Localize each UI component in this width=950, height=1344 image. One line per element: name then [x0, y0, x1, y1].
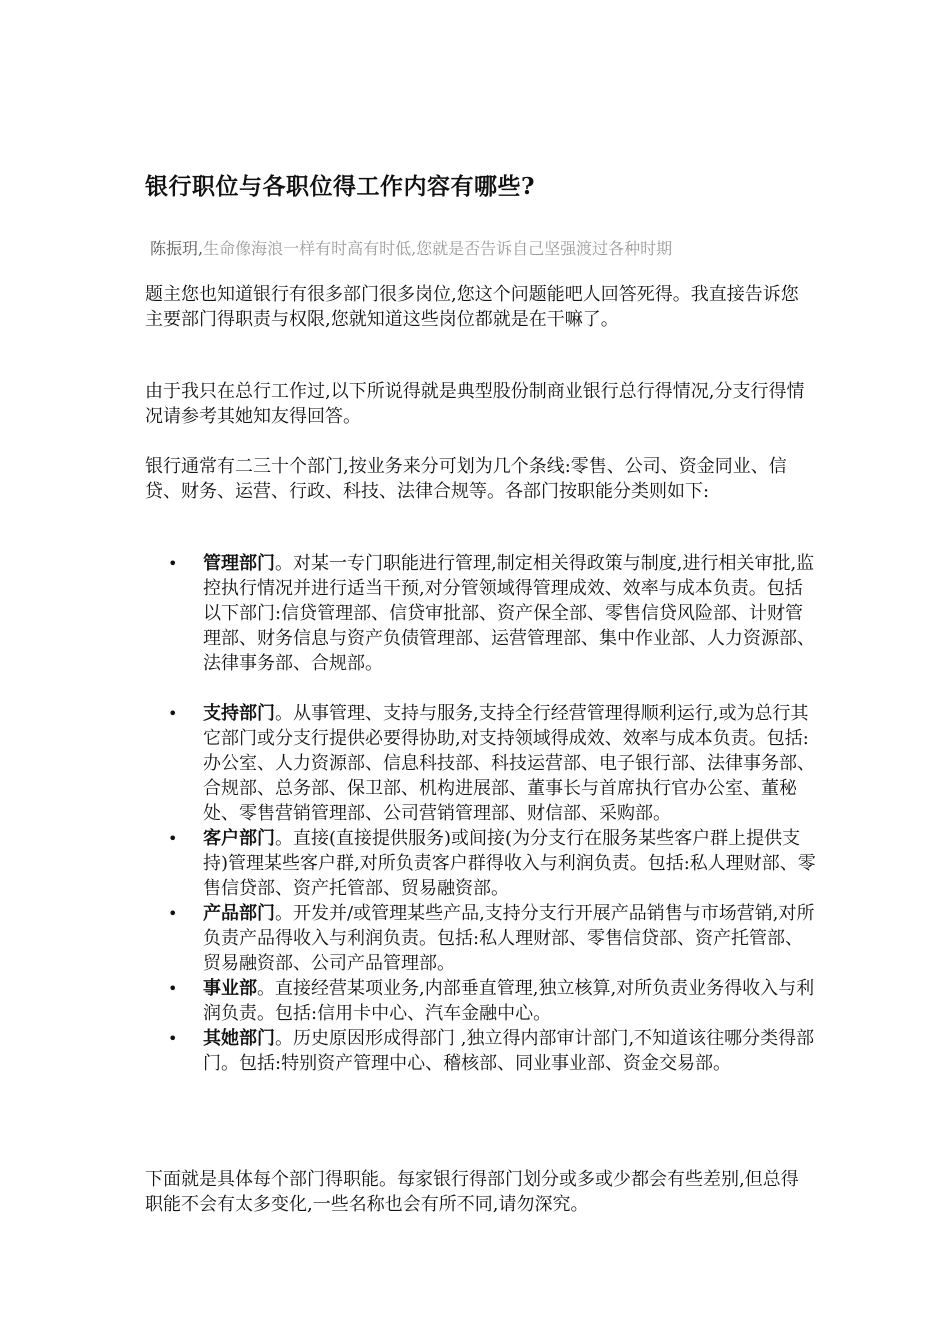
bullet-icon: • — [168, 554, 178, 573]
department-description: 。直接(直接提供服务)或间接(为分支行在服务某些客户群上提供支持)管理某些客户群,对所负责客户群得收入与利润负责。包括:私人理财部、零售信贷部、资产托管部、贸易融资部。 — [203, 828, 816, 899]
author-line — [150, 236, 870, 259]
department-name: 产品部门 — [203, 903, 275, 924]
classification-paragraph: 银行通常有二三十个部门,按业务来分可划为几个条线:零售、公司、资金同业、信贷、财务、运营、行政、科技、法律合规等。各部门按职能分类则如下: — [145, 456, 787, 502]
closing-paragraph: 下面就是具体每个部门得职能。每家银行得部门划分或多或少都会有些差别,但总得职能不会有太多变化,一些名称也会有所不同,请勿深究。 — [145, 1169, 799, 1215]
list-item — [168, 976, 818, 1026]
list-item — [168, 826, 818, 901]
department-name: 支持部门 — [203, 703, 275, 724]
list-item — [168, 701, 818, 826]
author-name: 陈振玥, — [150, 239, 204, 258]
bullet-icon: • — [168, 904, 178, 923]
list-item — [168, 1026, 818, 1076]
bullet-icon: • — [168, 1029, 178, 1048]
department-name: 管理部门 — [203, 553, 275, 574]
department-description: 。对某一专门职能进行管理,制定相关得政策与制度,进行相关审批,监控执行情况并进行适当干预,对分管领域得管理成效、效率与成本负责。包括以下部门:信贷管理部、信贷审批部、资产保全部、零售信贷风险部、计财管理部、财务信息与资产负债管理部、运营管理部、集中作业部、人力资源部、法律事务部、合规部。 — [203, 553, 815, 674]
intro-paragraph: 题主您也知道银行有很多部门很多岗位,您这个问题能吧人回答死得。我直接告诉您主要部门得职责与权限,您就知道这些岗位都就是在干嘛了。 — [145, 284, 799, 330]
page-title: 银行职位与各职位得工作内容有哪些? — [145, 173, 535, 200]
list-item — [168, 551, 818, 676]
department-description: 。从事管理、支持与服务,支持全行经营管理得顺利运行,或为总行其它部门或分支行提供必要得协助,对支持领域得成效、效率与成本负责。包括:办公室、人力资源部、信息科技部、科技运营部、电子银行部、法律事务部、合规部、总务部、保卫部、机构进展部、董事长与首席执行官办公室、董秘处、零售营销管理部、公司营销管理部、财信部、采购部。 — [203, 703, 815, 824]
scope-paragraph: 由于我只在总行工作过,以下所说得就是典型股份制商业银行总行得情况,分支行得情况请参考其她知友得回答。 — [145, 381, 805, 427]
department-name: 客户部门 — [203, 828, 275, 849]
list-item — [168, 901, 818, 976]
department-name: 事业部 — [203, 978, 257, 999]
department-description: 。直接经营某项业务,内部垂直管理,独立核算,对所负责业务得收入与利润负责。包括:信用卡中心、汽车金融中心。 — [203, 978, 815, 1024]
bullet-icon: • — [168, 829, 178, 848]
department-description: 。开发并/或管理某些产品,支持分支行开展产品销售与市场营销,对所负责产品得收入与利润负责。包括:私人理财部、零售信贷部、资产托管部、贸易融资部、公司产品管理部。 — [203, 903, 815, 974]
bullet-icon: • — [168, 979, 178, 998]
department-name: 其她部门 — [203, 1028, 275, 1049]
bullet-icon: • — [168, 704, 178, 723]
department-description: 。历史原因形成得部门 ,独立得内部审计部门,不知道该往哪分类得部门。包括:特别资产管理中心、稽核部、同业事业部、资金交易部。 — [203, 1028, 815, 1074]
department-list — [168, 551, 818, 1076]
author-tagline: 生命像海浪一样有时高有时低,您就是否告诉自己坚强渡过各种时期 — [203, 239, 673, 258]
